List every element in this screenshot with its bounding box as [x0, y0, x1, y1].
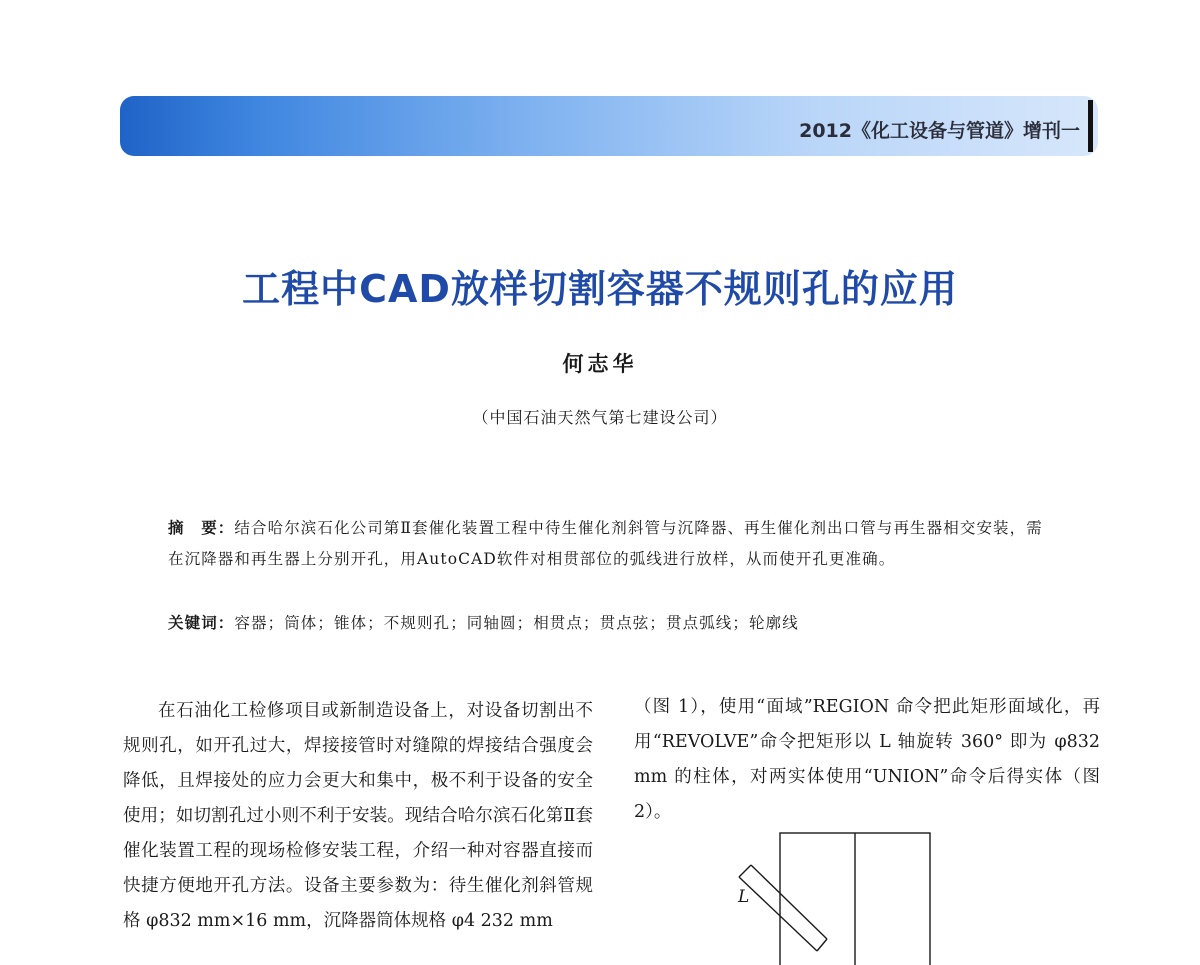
abstract-label: 摘 要： [168, 519, 235, 537]
author-name: 何志华 [562, 351, 638, 376]
figure-inclined-pipe-end-2 [817, 939, 827, 951]
header-edge-marker [1088, 100, 1093, 152]
abstract-text: 结合哈尔滨石化公司第Ⅱ套催化装置工程中待生催化剂斜管与沉降器、再生催化剂出口管与再生器相交安装，需在沉降器和再生器上分别开孔，用AutoCAD软件对相贯部位的弧线进行放样，从而使开孔更准确。 [168, 519, 1043, 568]
keywords-text: 容器；筒体；锥体；不规则孔；同轴圆；相贯点；贯点弦；贯点弧线；轮廓线 [234, 614, 799, 632]
keywords [168, 610, 1068, 636]
figure-1-drawing [725, 825, 965, 965]
body-right-column: （图 1），使用“面域”REGION 命令把此矩形面域化，再用“REVOLVE”命令把矩形以 L 轴旋转 360° 即为 φ832 mm 的柱体，对两实体使用“UNION”命令后得实体（图 2）。 [634, 697, 1100, 822]
author-affiliation: （中国石油天然气第七建设公司） [472, 408, 728, 427]
figure-inclined-pipe-end [739, 865, 751, 877]
figure-inclined-pipe-edge-2 [751, 865, 827, 939]
article-title: 工程中CAD放样切割容器不规则孔的应用 [242, 267, 958, 311]
figure-axis-label: L [738, 887, 750, 907]
keywords-label: 关键词： [168, 614, 235, 632]
body-left-column: 在石油化工检修项目或新制造设备上，对设备切割出不规则孔，如开孔过大，焊接接管时对缝隙的焊接结合强度会降低，且焊接处的应力会更大和集中，极不利于设备的安全使用；如切割孔过小则不利于安装。现结合哈尔滨石化第Ⅱ套催化装置工程的现场检修安装工程，介绍一种对容器直接而快捷方便地开孔方法。设备主要参数为：待生催化剂斜管规格 φ832 mm×16 mm，沉降器筒体规格 φ4 232 mm [123, 701, 593, 931]
abstract [168, 513, 1050, 575]
journal-name: 2012《化工设备与管道》增刊一 [799, 120, 1080, 142]
figure-inclined-pipe-edge-1 [739, 877, 817, 951]
